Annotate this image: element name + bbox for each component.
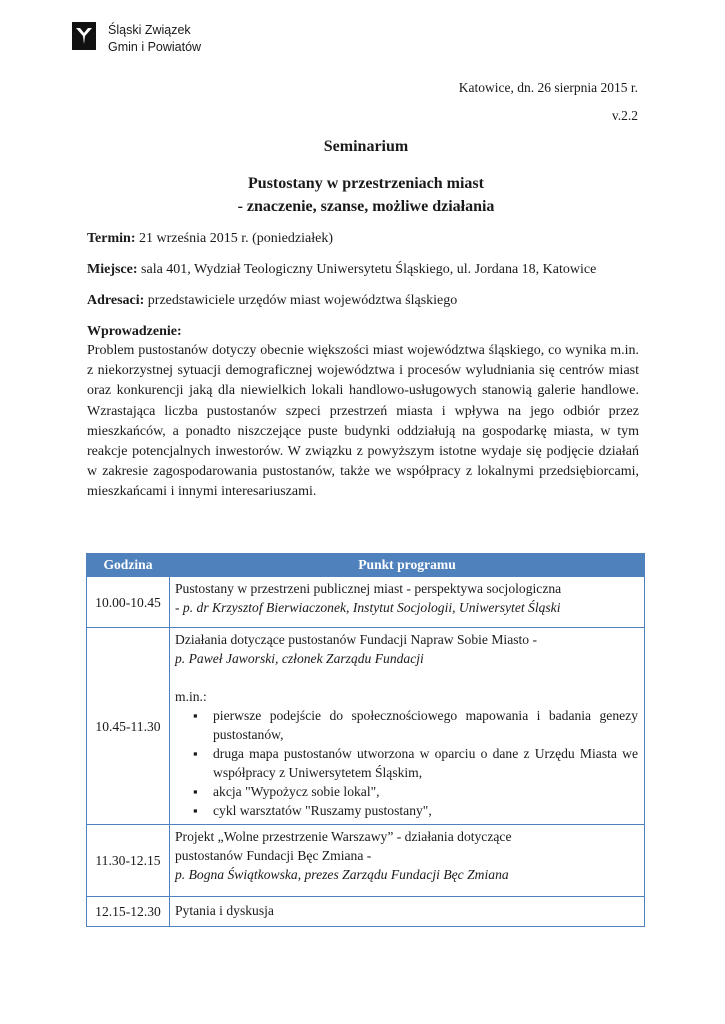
session-time: 11.30-12.15 — [87, 825, 170, 897]
seminar-title-line-2: - znaczenie, szanse, możliwe działania — [237, 198, 495, 215]
table-row — [87, 628, 645, 825]
miejsce-value: sala 401, Wydział Teologiczny Uniwersytetu Śląskiego, ul. Jordana 18, Katowice — [137, 262, 597, 277]
session-title: Pytania i dyskusja — [175, 903, 274, 918]
session-details — [170, 825, 645, 897]
session-title: Działania dotyczące pustostanów Fundacji Napraw Sobie Miasto - — [175, 632, 538, 647]
column-header-program: Punkt programu — [170, 554, 645, 577]
miejsce-field — [87, 262, 596, 278]
document-type: Seminarium — [323, 138, 409, 155]
logo-line-1: Śląski Związek — [108, 23, 191, 37]
session-title: Pustostany w przestrzeni publicznej miast - perspektywa socjologiczna — [175, 581, 562, 596]
session-speaker: - p. dr Krzysztof Bierwiaczonek, Instytut Socjologii, Uniwersytet Śląski — [175, 600, 561, 615]
termin-label: Termin: — [87, 231, 136, 246]
termin-value: 21 września 2015 r. (poniedziałek) — [135, 231, 333, 246]
session-speaker: p. Bogna Świątkowska, prezes Zarządu Fundacji Bęc Zmiana — [175, 867, 509, 882]
list-item: ▪ cykl warsztatów "Ruszamy pustostany", — [213, 801, 638, 820]
session-time: 10.45-11.30 — [87, 628, 170, 825]
termin-field — [87, 231, 333, 247]
miejsce-label: Miejsce: — [87, 262, 138, 277]
logo-line-2: Gmin i Powiatów — [108, 40, 202, 54]
session-speaker: p. Paweł Jaworski, członek Zarządu Fundacji — [175, 651, 424, 666]
session-details — [170, 897, 645, 927]
list-item: ▪ akcja "Wypożycz sobie lokal", — [213, 782, 638, 801]
list-item: ▪ druga mapa pustostanów utworzona w oparciu o dane z Urzędu Miasta we współpracy z Uniwersytetem Śląskim, — [213, 744, 638, 782]
session-details — [170, 577, 645, 628]
session-time: 10.00-10.45 — [87, 577, 170, 628]
table-row — [87, 825, 645, 897]
association-emblem-icon — [72, 22, 96, 50]
adresaci-label: Adresaci: — [87, 293, 145, 308]
session-topics-list — [175, 706, 638, 820]
session-time: 12.15-12.30 — [87, 897, 170, 927]
intro-heading: Wprowadzenie: — [87, 324, 182, 339]
adresaci-value: przedstawiciele urzędów miast województwa śląskiego — [144, 293, 458, 308]
intro-paragraph: Problem pustostanów dotyczy obecnie większości miast województwa śląskiego, co wynika m.in. z niekorzystnej sytuacji demograficznej województwa i procesów wyludniania się centrów miast oraz konkurencji jaką dla niewielkich lokali handlowo-usługowych stanowią galerie handlowe. Wzrastająca liczba pustostanów szpeci przestrzeń miasta i wpływa na jego odbiór przez mieszkańców, a ponadto niszczejące puste budynki oddziałują na gospodarkę miasta, w tym reakcje potencjalnych inwestorów. W związku z powyższym istotne wydaje się podjęcie działań w zakresie zagospodarowania pustostanów, także we współpracy z lokalnymi przedsiębiorcami, mieszkańcami i innymi interesariuszami. — [87, 343, 639, 500]
table-row — [87, 577, 645, 628]
list-item: ▪ pierwsze podejście do społecznościowego mapowania i badania genezy pustostanów, — [213, 706, 638, 744]
session-mi-label: m.in.: — [175, 689, 207, 704]
session-title-line-1: Projekt „Wolne przestrzenie Warszawy” - działania dotyczące — [175, 829, 512, 844]
document-version: v.2.2 — [611, 108, 638, 123]
program-table — [86, 553, 645, 927]
adresaci-field — [87, 293, 457, 309]
session-details — [170, 628, 645, 825]
seminar-title-line-1: Pustostany w przestrzeniach miast — [248, 175, 484, 192]
document-date: Katowice, dn. 26 sierpnia 2015 r. — [458, 80, 638, 95]
association-logo — [72, 22, 201, 56]
column-header-time: Godzina — [87, 554, 170, 577]
table-header-row — [87, 554, 645, 577]
table-row — [87, 897, 645, 927]
session-title-line-2: pustostanów Fundacji Bęc Zmiana - — [175, 848, 372, 863]
